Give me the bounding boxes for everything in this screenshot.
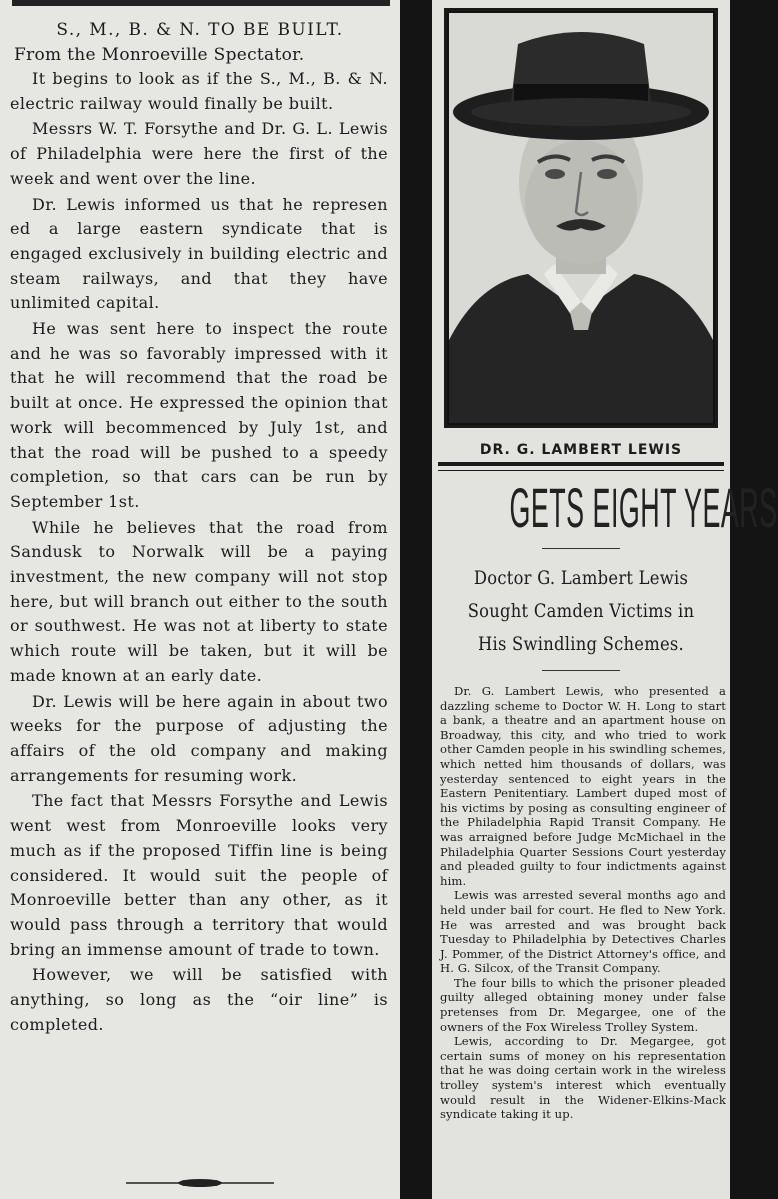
deck-line: Sought Camden Victims in [467,600,695,622]
top-rule [12,0,390,6]
left-paragraph: It begins to look as if the S., M., B. & N. electric railway would finally be built. [10,69,388,113]
left-paragraph: The fact that Messrs Forsythe and Lewis went west from Monroeville looks very much as if the proposed Tiffin line is being considered. It would suit the people of Monroeville better than any other, as it would pass through a territory that would bring an immense amount of trade to town. [10,791,388,959]
portrait-illustration-icon [448,12,714,424]
right-headline: GETS EIGHT YEARS [509,476,778,539]
deck-line: Doctor G. Lambert Lewis [473,567,689,589]
left-paragraph: He was sent here to inspect the route and he was so favorably impressed with it that he will recommend that the road be built at once. He expressed the opinion that work will becommenced by July 1st, and that the road will be pushed to a speedy completion, so that cars can be run by September 1st. [10,319,388,511]
left-headline: S., M., B. & N. TO BE BUILT. [56,20,344,40]
right-paragraph: Lewis was arrested several months ago and held under bail for court. He fled to New York. He was arrested and was brought back Tuesday to Philadelphia by Detectives Charles J. Pommer, of the District Attorney's office, and H. G. Silcox, of the Transit Company. [440,888,726,976]
portrait-photo [444,8,718,428]
caption-rule-thin [438,470,724,471]
left-paragraph: However, we will be satisfied with anything, so long as the “oir line” is completed. [10,965,388,1034]
left-source-line: From the Monroeville Spectator. [14,45,305,65]
right-clipping [432,0,778,1199]
photo-caption: DR. G. LAMBERT LEWIS [479,442,683,458]
right-paragraph: Lewis, according to Dr. Megargee, got certain sums of money on his representation that he was doing certain work in the wireless trolley system's interest which eventually would result in the Widener-Elkins-Mack syndicate taking it up. [440,1034,726,1122]
left-paragraph: While he believes that the road from Sandusk to Norwalk will be a paying investment, the new company will not stop here, but will branch out either to the south or southwest. He was not at liberty to state which route will be taken, but it will be made known at an early date. [10,517,388,685]
left-paragraph: Dr. Lewis informed us that he represen ed a large eastern syndicate that is engaged exclusively in building electric and steam railways, and that they have unlimited capital. [10,194,388,313]
deck-divider [542,670,620,671]
right-deck [453,562,709,661]
left-paragraph: Dr. Lewis will be here again in about two weeks for the purpose of adjusting the affairs of the old company and making arrangements for resuming work. [10,691,388,785]
left-paragraph: Messrs W. T. Forsythe and Dr. G. L. Lewis of Philadelphia were here the first of the week and went over the line. [10,119,388,188]
left-article-body [0,67,400,1037]
deck-line: His Swindling Schemes. [477,633,685,655]
dash-ornament-icon [0,1174,400,1193]
headline-divider [542,548,620,549]
right-paragraph: Dr. G. Lambert Lewis, who presented a dazzling scheme to Doctor W. H. Long to start a bank, a theatre and an apartment house on Broadway, this city, and who tried to work other Camden people in his swindling schemes, which netted him thousands of dollars, was yesterday sentenced to eight years in the Eastern Penitentiary. Lambert duped most of his victims by posing as consulting engineer of the Philadelphia Rapid Transit Company. He was arraigned before Judge McMichael in the Philadelphia Quarter Sessions Court yesterday and pleaded guilty to four indictments against him. [440,684,726,888]
right-article-body [440,684,726,1122]
right-paragraph: The four bills to which the prisoner pleaded guilty alleged obtaining money under false pretenses from Dr. Megargee, one of the owners of the Fox Wireless Trolley System. [440,975,726,1034]
caption-rule [438,462,724,466]
